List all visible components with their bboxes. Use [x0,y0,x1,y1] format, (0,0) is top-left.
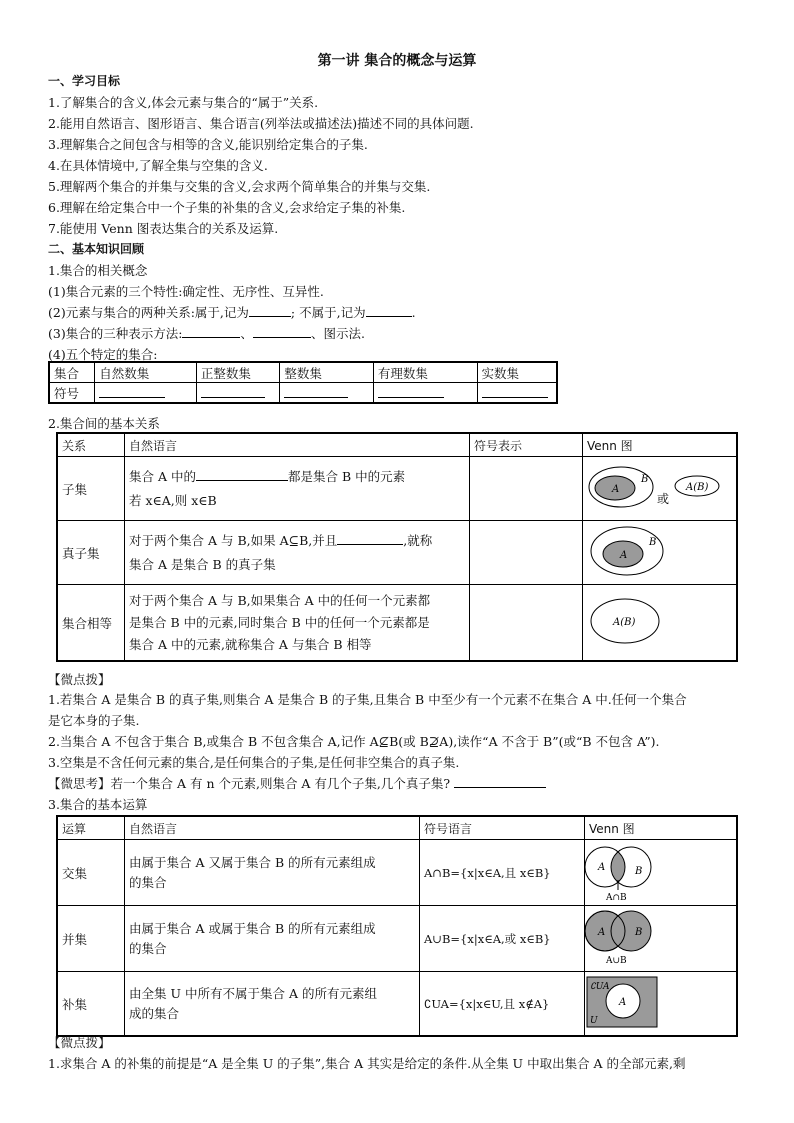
venn-label-a: A [619,997,627,1008]
fill-blank[interactable] [99,385,165,398]
special-sets-table [48,361,558,404]
text-fragment: ; 不属于,记为 [290,305,366,320]
text-fragment: 由全集 U 中所有不属于集合 A 的所有元素组 [129,985,377,1001]
header-cell: 自然语言 [125,433,470,457]
subsection-heading: 2.集合间的基本关系 [48,416,160,431]
text-fragment: (3)集合的三种表示方法: [48,326,183,341]
table-row [49,362,557,383]
table-cell: 符号 [49,383,95,404]
venn-label-a: A [620,550,628,561]
text-fragment: 的集合 [129,940,167,956]
venn-label-b: B [635,866,643,877]
description-cell [125,521,470,585]
goal-item: 6.理解在给定集合中一个子集的补集的含义,会求给定子集的补集. [48,200,406,215]
subsection-heading: 1.集合的相关概念 [48,263,148,278]
venn-subset-diagram [583,457,729,517]
description-cell [125,906,420,972]
table-cell: 实数集 [477,362,557,383]
row-label: 真子集 [57,521,125,585]
fill-blank[interactable] [196,468,288,481]
venn-cell [583,521,738,585]
table-header-row [57,433,737,457]
venn-caption: A∩B [606,893,627,902]
symbol-cell [470,457,583,521]
goal-item: 7.能使用 Venn 图表达集合的关系及运算. [48,221,279,236]
header-cell: Venn 图 [583,433,738,457]
section-heading-goals: 一、学习目标 [48,74,121,88]
table-cell: 有理数集 [373,362,477,383]
fill-blank[interactable] [249,304,291,317]
text-fragment: 对于两个集合 A 与 B,如果 A⊆B,并且 [129,532,338,548]
venn-cell [585,972,738,1037]
section-heading-review: 二、基本知识回顾 [48,242,145,256]
text-fragment: 、图示法. [310,326,365,341]
goal-item: 4.在具体情境中,了解全集与空集的含义. [48,158,268,173]
header-cell: Venn 图 [585,816,738,840]
venn-label-b: B [635,927,643,938]
venn-label-ab: A(B) [613,617,636,628]
concept-line [48,324,365,342]
table-row [57,585,737,662]
table-cell [373,383,477,404]
description-cell [125,457,470,521]
concept-line: (1)集合元素的三个特性:确定性、无序性、互异性. [48,284,324,299]
table-row [57,906,737,972]
text-fragment: ,就称 [403,532,433,548]
fill-blank[interactable] [378,385,444,398]
concept-line [48,303,416,321]
header-cell: 运算 [57,816,125,840]
venn-label-b: B [641,474,649,485]
fill-blank[interactable] [284,385,348,398]
venn-cell [585,840,738,906]
goal-item: 3.理解集合之间包含与相等的含义,能识别给定集合的子集. [48,137,368,152]
text-fragment: 集合 A 中的 [129,468,196,484]
tip-heading: 【微点拨】 [48,672,111,687]
venn-complement-diagram [585,972,725,1032]
header-cell: 符号语言 [420,816,585,840]
text-fragment: 对于两个集合 A 与 B,如果集合 A 中的任何一个元素都 [129,592,431,608]
header-cell: 自然语言 [125,816,420,840]
venn-label-b: B [649,537,657,548]
table-cell [477,383,557,404]
table-row [49,383,557,404]
table-cell [95,383,197,404]
fill-blank[interactable] [201,385,265,398]
symbol-cell [470,521,583,585]
venn-proper-subset-diagram [583,521,729,581]
description-cell [125,585,470,662]
goal-item: 1.了解集合的含义,体会元素与集合的“属于”关系. [48,95,319,110]
venn-label-a: A [612,484,620,495]
goal-item: 5.理解两个集合的并集与交集的含义,会求两个简单集合的并集与交集. [48,179,431,194]
tip-heading: 【微点拨】 [48,1035,111,1050]
set-relations-table [56,432,738,662]
row-label: 补集 [57,972,125,1037]
table-row [57,457,737,521]
text-fragment: 【微思考】若一个集合 A 有 n 个元素,则集合 A 有几个子集,几个真子集? [48,776,451,791]
text-fragment: 由属于集合 A 又属于集合 B 的所有元素组成 [129,854,376,870]
fill-blank[interactable] [482,385,548,398]
symbol-cell [470,585,583,662]
concept-line: (4)五个特定的集合: [48,347,158,362]
venn-label-a: A [598,862,606,873]
venn-label-u: U [590,1016,598,1026]
goal-item: 2.能用自然语言、图形语言、集合语言(列举法或描述法)描述不同的具体问题. [48,116,474,131]
set-operations-table [56,815,738,1037]
table-header-row [57,816,737,840]
venn-cell [583,457,738,521]
table-cell: 整数集 [280,362,374,383]
table-row [57,972,737,1037]
header-cell: 关系 [57,433,125,457]
fill-blank[interactable] [366,304,412,317]
tip-line: 3.空集是不含任何元素的集合,是任何集合的子集,是任何非空集合的真子集. [48,755,460,770]
text-fragment: 集合 A 中的元素,就称集合 A 与集合 B 相等 [129,636,372,652]
venn-union-diagram [585,906,725,968]
table-row [57,521,737,585]
think-line [48,774,546,792]
page-title: 第一讲 集合的概念与运算 [317,53,477,69]
symbol-cell: A∪B={x|x∈A,或 x∈B} [420,906,585,972]
table-cell [280,383,374,404]
text-fragment: (2)元素与集合的两种关系:属于,记为 [48,305,249,320]
table-cell: 正整数集 [196,362,279,383]
header-cell: 符号表示 [470,433,583,457]
tip-line: 1.求集合 A 的补集的前提是“A 是全集 U 的子集”,集合 A 其实是给定的条件.从全集 U 中取出集合 A 的全部元素,剩 [48,1056,686,1071]
table-row [57,840,737,906]
description-cell [125,972,420,1037]
description-cell [125,840,420,906]
symbol-cell: ∁UA={x|x∈U,且 x∉A} [420,972,585,1037]
fill-blank[interactable] [182,325,240,338]
subsection-heading: 3.集合的基本运算 [48,797,148,812]
fill-blank[interactable] [337,532,403,545]
row-label: 并集 [57,906,125,972]
or-label: 或 [657,492,670,506]
venn-label-ab: A(B) [686,482,709,493]
row-label: 集合相等 [57,585,125,662]
row-label: 交集 [57,840,125,906]
venn-cell [585,906,738,972]
row-label: 子集 [57,457,125,521]
venn-caption: A∪B [606,956,627,966]
venn-equal-diagram [583,585,729,657]
text-fragment: 成的集合 [129,1005,180,1021]
venn-intersection-diagram [585,840,725,902]
tip-line: 2.当集合 A 不包含于集合 B,或集合 B 不包含集合 A,记作 A⊈B(或 B⊉A),读作“A 不含于 B”(或“B 不包含 A”). [48,734,660,749]
venn-label-cua: ∁UA [590,982,610,992]
text-fragment: 集合 A 是集合 B 的真子集 [129,556,276,572]
table-cell: 自然数集 [95,362,197,383]
table-cell [196,383,279,404]
text-fragment: 若 x∈A,则 x∈B [129,492,217,508]
table-cell: 集合 [49,362,95,383]
text-fragment: 是集合 B 中的元素,同时集合 B 中的任何一个元素都是 [129,614,430,630]
fill-blank[interactable] [454,775,546,788]
venn-cell [583,585,738,662]
text-fragment: 的集合 [129,874,167,890]
text-fragment: 由属于集合 A 或属于集合 B 的所有元素组成 [129,920,376,936]
fill-blank[interactable] [253,325,311,338]
text-fragment: 都是集合 B 中的元素 [287,468,406,484]
tip-line: 是它本身的子集. [48,713,140,728]
text-fragment: 、 [240,326,253,341]
text-fragment: . [411,305,416,320]
tip-line: 1.若集合 A 是集合 B 的真子集,则集合 A 是集合 B 的子集,且集合 B 中至少有一个元素不在集合 A 中.任何一个集合 [48,692,687,707]
symbol-cell: A∩B={x|x∈A,且 x∈B} [420,840,585,906]
venn-label-a: A [598,927,606,938]
